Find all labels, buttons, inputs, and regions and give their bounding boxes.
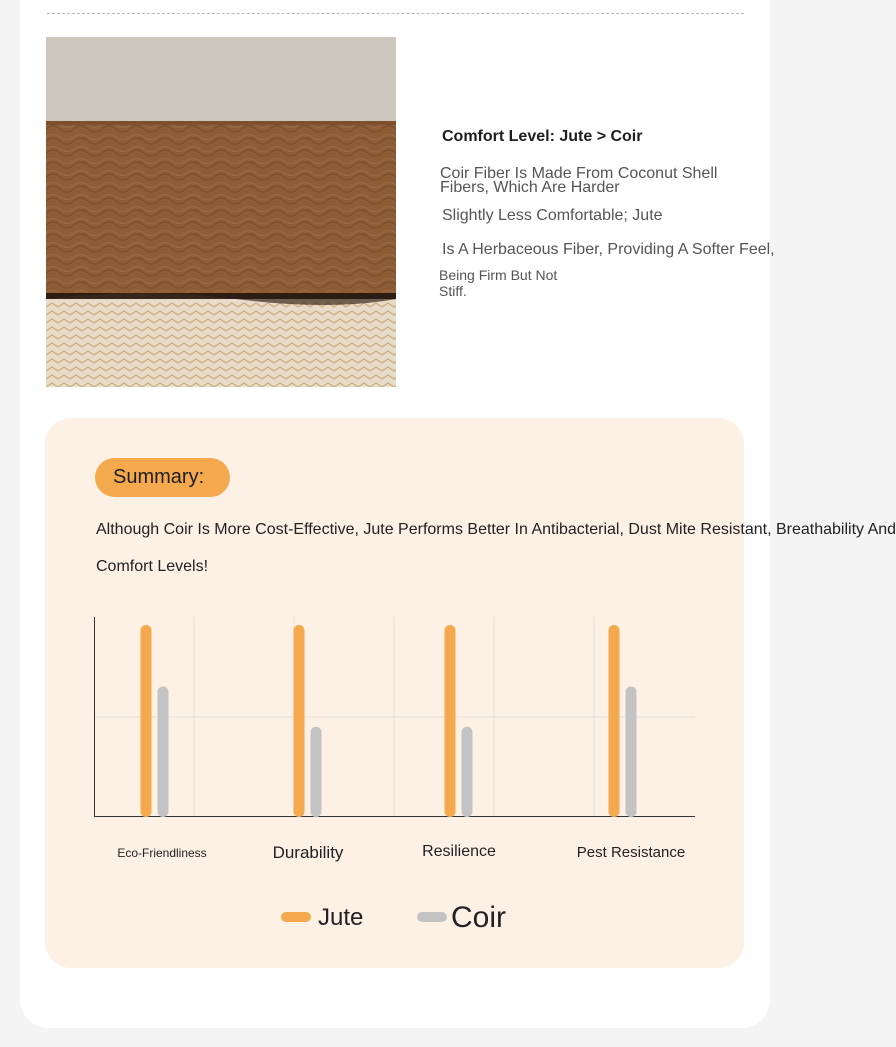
summary-text-line-1: Although Coir Is More Cost-Effective, Jute Performs Better In Antibacterial, Dust Mite Resistant, Breathability And <box>96 521 896 538</box>
bar-jute-pest-resistance <box>609 625 620 817</box>
comfort-description-line-2: Coir Fiber Is Made From Coconut Shell Fibers, Which Are Harder <box>440 165 718 196</box>
legend-swatch-jute <box>281 912 311 922</box>
comparison-bar-chart <box>94 617 695 817</box>
legend-label-jute: Jute <box>318 904 364 932</box>
category-label-durability: Durability <box>272 842 344 862</box>
legend-swatch-coir <box>417 912 447 922</box>
divider <box>47 13 744 14</box>
bar-coir-durability <box>311 727 322 817</box>
category-label-resilience: Resilience <box>422 843 496 861</box>
bar-coir-pest-resistance <box>626 686 637 817</box>
fiber-photo <box>46 37 396 387</box>
legend-label-coir: Coir <box>451 900 507 934</box>
bar-coir-eco-friendliness <box>158 686 169 817</box>
comfort-description-line-4: Is A Herbaceous Fiber, Providing A Softer Feel, <box>442 241 775 258</box>
bar-coir-resilience <box>462 727 473 817</box>
bar-jute-eco-friendliness <box>141 625 152 817</box>
category-label-eco-friendliness: Eco-Friendliness <box>117 845 207 860</box>
category-label-pest-resistance: Pest Resistance <box>576 844 686 861</box>
comfort-description-line-3: Slightly Less Comfortable; Jute <box>442 207 663 224</box>
bar-jute-durability <box>294 625 305 817</box>
summary-badge: Summary: <box>95 458 230 497</box>
comfort-level-heading: Comfort Level: Jute > Coir <box>442 128 643 145</box>
summary-text-line-2: Comfort Levels! <box>96 558 209 575</box>
comfort-description-line-5: Being Firm But Not Stiff. <box>439 267 558 299</box>
bar-jute-resilience <box>445 625 456 817</box>
